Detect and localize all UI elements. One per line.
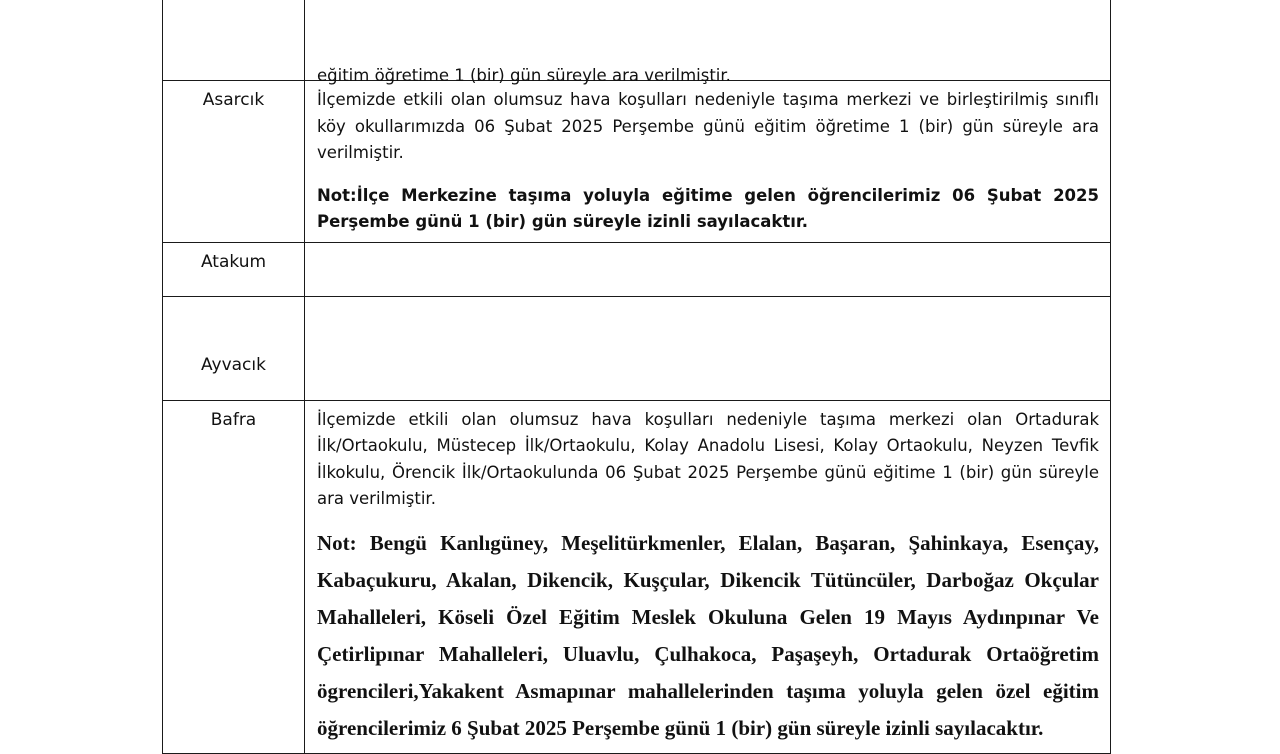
table-row: [163, 81, 1111, 243]
closure-table: [162, 0, 1111, 754]
district-cell: [163, 81, 305, 243]
district-name: Asarcık: [202, 90, 265, 110]
announcement-text: İlçemizde etkili olan olumsuz hava koşulları nedeniyle taşıma merkezi ve birleştirilmiş sınıflı köy okullarımızda 06 Şubat 2025 Perşembe günü eğitim öğretime 1 (bir) gün süreyle ara verilmiştir.: [317, 90, 1099, 162]
district-cell: [163, 0, 305, 81]
district-cell: [163, 296, 305, 400]
announcement-cell: [305, 242, 1111, 296]
table-row: [163, 296, 1111, 400]
announcement-note: Not:İlçe Merkezine taşıma yoluyla eğitime gelen öğrencilerimiz 06 Şubat 2025 Perşembe günü 1 (bir) gün süreyle izinli sayılacaktır.: [317, 185, 1099, 231]
announcement-cell: [305, 400, 1111, 753]
announcement-text: İlçemizde etkili olan olumsuz hava koşulları nedeniyle taşıma merkezi olan Ortadurak İlk/Ortaokulu, Müstecep İlk/Ortaokulu, Kolay Anadolu Lisesi, Kolay Ortaokulu, Neyzen Tevfik İlkokulu, Örencik İlk/Ortaokulunda 06 Şubat 2025 Perşembe günü eğitime 1 (bir) gün süreyle ara verilmiştir.: [317, 409, 1099, 508]
announcement-text: eğitim öğretime 1 (bir) gün süreyle ara verilmiştir.: [317, 65, 731, 85]
announcement-cell: [305, 296, 1111, 400]
district-cell: [163, 242, 305, 296]
table-row: [163, 0, 1111, 81]
table-row: [163, 242, 1111, 296]
table-row: [163, 400, 1111, 753]
district-name: Atakum: [200, 251, 267, 272]
announcement-cell: [305, 0, 1111, 85]
announcement-note: Not: Bengü Kanlıgüney, Meşelitürkmenler, Elalan, Başaran, Şahinkaya, Esençay, Kabaçukuru, Akalan, Dikencik, Kuşçular, Dikencik Tütüncüler, Darboğaz Okçular Mahalleleri, Köseli Özel Eğitim Meslek Okuluna Gelen 19 Mayıs Aydınpınar Ve Çetirlipınar Mahalleleri, Uluavlu, Çulhakoca, Paşaşeyh, Ortadurak Ortaöğretim ögrencileri,Yakakent Asmapınar mahallelerinden taşıma yoluyla gelen özel eğitim öğrencilerimiz 6 Şubat 2025 Perşembe günü 1 (bir) gün süreyle izinli sayılacaktır.: [317, 530, 1099, 740]
announcement-cell: [305, 81, 1111, 243]
district-name: Bafra: [210, 409, 257, 430]
district-cell: [163, 400, 305, 753]
district-name: Ayvacık: [201, 354, 266, 375]
